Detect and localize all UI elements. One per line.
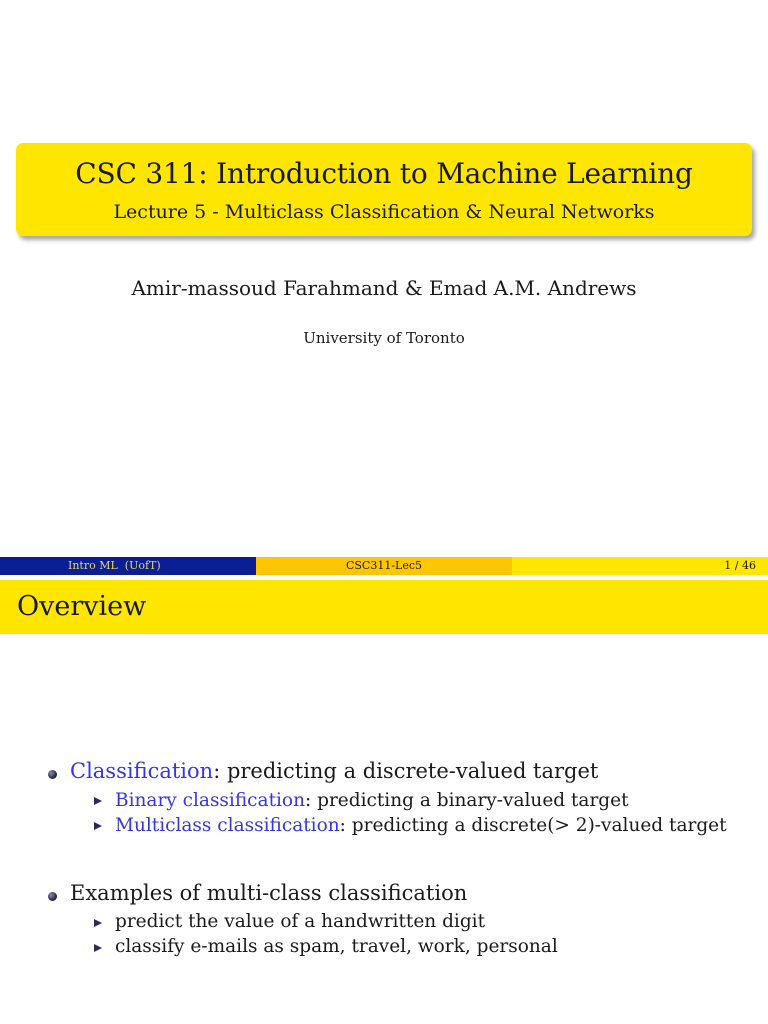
lecture-subtitle: Lecture 5 - Multiclass Classification & Neural Networks (113, 201, 655, 223)
list-item (70, 881, 467, 905)
footer-short-title: Intro ML (UofT) (0, 557, 256, 575)
term-highlight: Classification (70, 759, 214, 783)
footer-page-number: 1 / 46 (512, 557, 768, 575)
footline (0, 557, 768, 575)
bullet-icon (48, 892, 57, 901)
item-text: predict the value of a handwritten digit (115, 911, 486, 932)
item-text: Examples of multi-class classification (70, 881, 468, 905)
sub-list-item (115, 911, 485, 932)
sub-list-item (115, 790, 629, 811)
authors: Amir-massoud Farahmand & Emad A.M. Andrews (131, 276, 637, 300)
triangle-bullet-icon (94, 797, 102, 805)
frame-title-bar (0, 580, 768, 634)
triangle-bullet-icon (94, 919, 102, 927)
triangle-bullet-icon (94, 822, 102, 830)
sub-list-item (115, 936, 558, 957)
sub-list-item (115, 815, 727, 836)
institute: University of Toronto (303, 329, 465, 347)
item-text: : predicting a binary-valued target (304, 790, 629, 811)
title-block (16, 143, 752, 236)
item-text: classify e-mails as spam, travel, work, personal (115, 936, 558, 957)
list-item (70, 759, 598, 783)
term-highlight: Multiclass classification (115, 815, 340, 836)
footer-lecture-code: CSC311-Lec5 (256, 557, 512, 575)
item-text: : predicting a discrete(> 2)-valued target (339, 815, 727, 836)
frame-title: Overview (17, 591, 147, 622)
term-highlight: Binary classification (115, 790, 305, 811)
triangle-bullet-icon (94, 944, 102, 952)
item-text: : predicting a discrete-valued target (213, 759, 599, 783)
lecture-title: CSC 311: Introduction to Machine Learning (75, 157, 693, 190)
bullet-icon (48, 770, 57, 779)
